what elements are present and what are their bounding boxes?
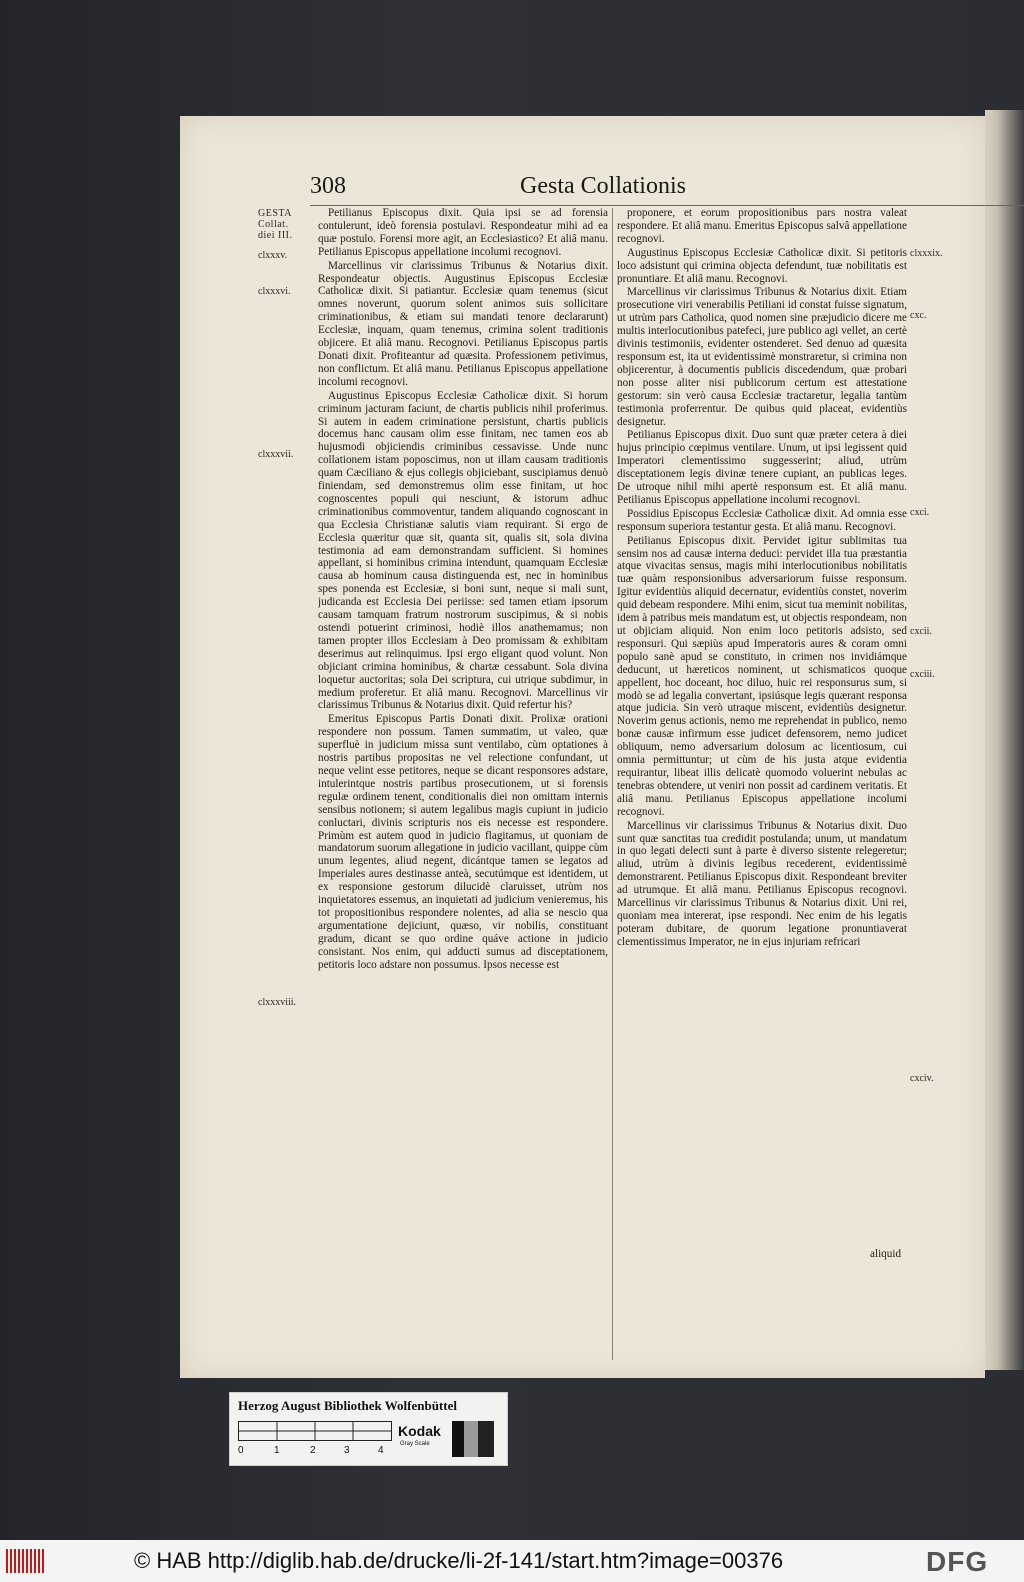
running-title: Gesta Collationis [520,173,686,199]
barcode-icon [6,1549,46,1573]
scale-number: 4 [378,1445,384,1456]
paragraph: Petilianus Episcopus dixit. Pervidet igitur sublimitas tua sensim nos ad causæ interna deduci: pervidet illa tua præstantia atque vivacitas sensus, magis mihi interlocutionibus nobilitatis tuæ quàm responsionibus adversariorum fuisse responsum. Igitur evidentiùs aliquid decernatur, evidentiùs constet, noverim quid debeam respondere. Mihi enim, sicut tua meminit nobilitas, idem à patribus meis mandatum est, ut objectis respondeam, non ut objiciam aliquid. Non enim loco petitoris adsisto, sed responsuri. Qui sæpiùs apud Imperatoris aures & coram omni populo sanè apud se constituto, in crimen nos invidiámque deducunt, ut hæreticos nominent, ut schismaticos quoque appellent, hoc doceant, hoc diluo, huic rei responsurus sum, si modò se ad legalia convertant, ipsiúsque legis quærant responsa atque judicia. Sin verò utraque miscent, evidentiùs designetur. Noverim genus actionis, nemo me reprehendat in publico, nemo bonæ causæ infirmum esse judicet defensorem, nemo judicet obliquum, nemo adversarium dolosum ac licentiosum, cui omnia permittuntur; ut cùm de his justa atque evidentia requirantur, libeat illis delicatè quomodo voluerint nebulas ac tenebras obtendere, ut veniri non possit ad cardinem veritatis. Et aliâ manu. Petilianus Episcopus appellatione incolumi recognovi. [617,534,907,818]
margin-number: clxxxviii. [258,997,297,1008]
color-card [229,1392,508,1466]
gesta-label-line: diei III. [258,230,293,241]
paragraph: Marcellinus vir clarissimus Tribunus & Notarius dixit. Etiam prosecutione viri venerabilis Petiliani id constat fuisse signatum, ut utrùm pars Catholica, quod nomen sine præjudicio dicere me multis interlocutionibus patefeci, jure publico agi vellet, an certè divinis testimoniis, evidenter ostenderet. Sed denuo ad quæsita responsum est, ita ut evidentissimè monstraretur, si crimina non objicerentur, à documentis publicis discedendum, quæ probari non posse aliter nisi publicorum certum est attestatione gestorum: sin verò causa Ecclesiæ tractaretur, legalia tantùm testimonia proferrentur. De quibus quid placeat, evidentiùs designetur. [617,286,907,428]
margin-number: cxciii. [910,669,935,680]
gesta-label [258,208,293,241]
scale-number: 0 [238,1445,244,1456]
right-margin-notes [910,208,980,1308]
text-column-right [617,207,907,1357]
paragraph: Augustinus Episcopus Ecclesiæ Catholicæ dixit. Si horum criminum jacturam faciunt, de chartis publicis nihil proferimus. Si autem in eadem criminatione persistunt, chartis publicis docemus hanc causam olim esse finitam, nec tamen eos ab hujusmodi objiciendis criminibus cessavisse. Unde nunc collationem istam poposcimus, non ut illam causam traditionis quam Cæciliano & ejus collegis objiciebant, suscipiamus denuò finiendam, sed demonstremus olim esse finitam, ut hoc cognoscentes populi qui nesciunt, & istorum adhuc criminationibus commoventur, tandem aliquando cognoscant in qua Ecclesia Christianæ salutis viam requirant. Si ergo de Ecclesia quæritur quæ sit, quanta sit, qualis sit, sola divina testimonia ad eam demonstrandam sufficient. Si homines appellant, si hominibus crimina intendunt, quamquam Ecclesiæ causa ab hominum causa distinguenda est, nec in hominibus spes ponenda est Ecclesiæ, si boni sunt, neque si mali sunt, judicanda est Ecclesia Dei periisse: sed tamen etiam ipsorum causam tamquam fratrum nostrorum suscipimus, & si nobis ostendi potuerint criminosi, hodiè illos anathemamus; non tamen propter illos Ecclesiam à Deo promissam & exhibitam deserimus aut relinquimus. Ipsi ergo eligant quod volunt. Non objiciant crimina hominibus, & chartæ cessabunt. Sola divina loquetur auctoritas; sola Dei scriptura, cui utrique subdimur, in medium proferetur. Et aliâ manu. Recognovi. Marcellinus vir clarissimus Tribunus & Notarius dixit. Quid refertur his? [318,389,608,712]
gray-scale-label: Gray Scale [400,1441,430,1447]
ruler-ticks-icon [239,1422,391,1440]
kodak-brand: Kodak [398,1423,441,1439]
source-url[interactable]: © HAB http://diglib.hab.de/drucke/li-2f-141/start.htm?image=00376 [134,1548,784,1573]
paragraph: Marcellinus vir clarissimus Tribunus & Notarius dixit. Duo sunt quæ sanctitas tua credidit postulanda; unum, ut mandatum in quo legati delecti sunt à parte è diverso sistente relegeretur; aliud, utrùm à divinis legibus recederent, evidentissimè demonstrarent. Petilianus Episcopus dixit. Respondeant breviter ad utrumque. Et aliâ manu. Petilianus Episcopus recognovi. Marcellinus vir clarissimus Tribunus & Notarius dixit. Uni rei, quoniam mea intererat, ipse respondi. Nec enim de his legatis poteram dubitare, de quorum legatione pronuntiaverat clementissimus Imperator, ne in ejus injuriam refricari [617,819,907,948]
left-margin-notes [258,208,316,1308]
margin-number: clxxxvi. [258,286,291,297]
column-divider [612,208,613,1360]
gray-patch-black [452,1421,464,1457]
card-title: Herzog August Bibliothek Wolfenbüttel [238,1398,457,1413]
paragraph: Emeritus Episcopus Partis Donati dixit. Prolixæ orationi respondere non possum. Tamen summatim, ut valeo, quæ superfluè in judicium missa sunt ventilabo, cùm optationes à nostris partibus propositas ne vel relectione confundant, ut neque velint esse petitores, neque se dicant responsores adstare, intulerintque nostris partibus prosecutionem, ut si forensis regulæ ordinem tenent, conditionalis diei non omittam internis sensibus notionem; si autem legalibus magis cupiunt in judicio conluctari, divinis scripturis nos eis necesse est respondere. Primùm est autem quod in judicio flagitamus, ut quoniam de mandatorum suorum allegatione in judicio vacillant, quippe cùm unum legentes, aliud negent, dicántque tamen se legatos ad Imperiales aures destinasse anteà, secutúmque est identidem, ut ex responsione gestorum dilucidè claruisset, utrùm nos inquietatores essemus, an inquietati ad judicium venieremus, his tot propositionibus respondere nolentes, ad alia se nescio qua argumentatione dejiciunt, quæso, vir nobilis, constituant gradum, dicant se quo ordine quáve actione in judicio consistant. Nos enim, qui adducti sumus ad disceptationem, petitoris loco adstare non possumus. Ipsos necesse est [318,713,608,971]
paragraph: proponere, et eorum propositionibus pars nostra valeat respondere. Et aliâ manu. Emeritus Episcopus salvâ appellatione recognovi. [617,207,907,245]
ruler-scale [238,1421,392,1441]
text-column-left [318,207,608,1357]
footer-bar [0,1540,1024,1582]
gray-patch-dark [478,1421,494,1457]
margin-number: cxciv. [910,1073,934,1084]
scale-number: 2 [310,1445,316,1456]
gesta-label-line: Collat. [258,219,289,230]
paragraph: Petilianus Episcopus dixit. Quia ipsi se ad forensia contulerunt, ideò forensia postulavi. Respondeatur mihi ad ea quæ postulo. Forensi more agit, an Ecclesiastico? Et aliâ manu. Petilianus Episcopus appellatione incolumi recognovi. [318,207,608,258]
header-rule [310,205,1024,206]
facing-page-edge [985,110,1024,1370]
book-page [180,116,985,1378]
paragraph: Petilianus Episcopus dixit. Duo sunt quæ præter cetera à diei hujus principio cœpimus ventilare. Unum, ut ipsi legissent quid Imperatori clementissimo suggesserint; aliud, utrùm disceptationem legis divinæ tenere cupiant, an publicas leges. De utroque nihil mihi apertè responsum est. Et aliâ manu. Petilianus Episcopus appellatione incolumi recognovi. [617,429,907,506]
margin-number: clxxxvii. [258,449,294,460]
paragraph: Possidius Episcopus Ecclesiæ Catholicæ dixit. Ad omnia esse responsum superiora testantur gesta. Et aliâ manu. Recognovi. [617,507,907,533]
dfg-logo: DFG [926,1546,989,1577]
page-number: 308 [310,173,346,199]
margin-number: cxcii. [910,626,932,637]
gray-patch-mid [464,1421,478,1457]
margin-number: cxc. [910,310,927,321]
scale-number: 1 [274,1445,280,1456]
margin-number: clxxxv. [258,250,288,261]
margin-number: cxci. [910,507,930,518]
catchword: aliquid [870,1248,902,1260]
paragraph: Augustinus Episcopus Ecclesiæ Catholicæ dixit. Si petitoris loco adsistunt qui crimina objecta defendunt, tuæ nobilitatis est pronuntiare. Et aliâ manu. Recognovi. [617,246,907,285]
page-header [310,173,890,205]
margin-number: clxxxix. [910,248,943,259]
gesta-label-line: GESTA [258,208,292,219]
scale-number: 3 [344,1445,350,1456]
paragraph: Marcellinus vir clarissimus Tribunus & Notarius dixit. Respondeatur objectis. Augustinus Episcopus Ecclesiæ Catholicæ dixit. Si patiantur. Ecclesiæ quam tenemus (sicut omnes noverunt, quorum solent animos suis sollicitare criminationibus, & etiam sui mandati tenore declararunt) Ecclesiæ, inquam, quam tenemus, crimina solent traditionis objicere. Et aliâ manu. Recognovi. Petilianus Episcopus partis Donati dixit. Profiteantur ad quæsita. Professionem petivimus, non conflictum. Et aliâ manu. Petilianus Episcopus appellatione incolumi recognovi. [318,259,608,388]
